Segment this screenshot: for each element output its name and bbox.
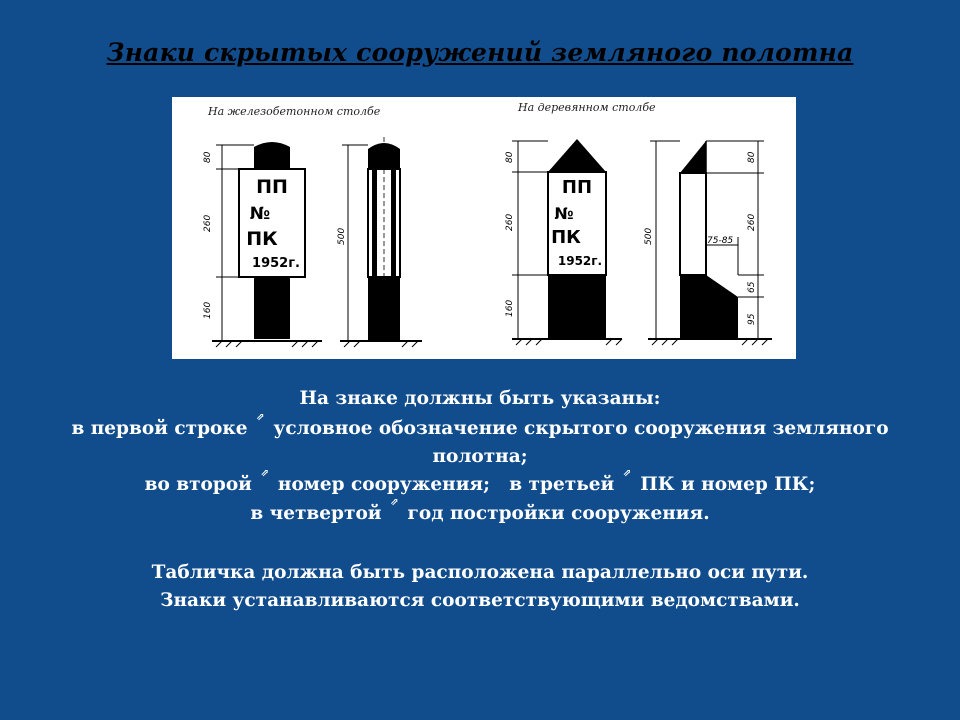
sign-line-pp-wooden: ПП xyxy=(561,177,593,198)
concrete-post-side xyxy=(337,137,422,347)
dim-500-left: 500 xyxy=(337,227,347,245)
text-line-2 xyxy=(0,412,960,439)
sign-line-pp: ПП xyxy=(256,176,288,198)
sign-line-number: № xyxy=(249,204,271,224)
dim-160-right: 160 xyxy=(505,299,515,317)
dim-260-left: 260 xyxy=(203,214,213,232)
text-line-1 xyxy=(0,388,960,409)
text-line-5 xyxy=(0,497,960,524)
wooden-post-side xyxy=(644,141,772,345)
dim-500-right: 500 xyxy=(644,227,654,245)
sign-line-year-wooden: 1952г. xyxy=(557,254,603,268)
dim-260-side: 260 xyxy=(747,213,757,231)
dim-80-right: 80 xyxy=(505,151,515,163)
text-second-line-label: во второй xyxy=(144,474,252,495)
text-plate-orientation: Табличка должна быть расположена параллельно оси пути. xyxy=(151,562,809,583)
sign-line-year: 1952г. xyxy=(252,256,300,271)
dim-260-right: 260 xyxy=(505,213,515,231)
slide-title: Знаки скрытых сооружений земляного полотна xyxy=(106,38,854,67)
wooden-post-front xyxy=(505,139,622,345)
text-line-6 xyxy=(0,562,960,583)
sign-line-pk: ПК xyxy=(246,228,278,250)
label-concrete-post: На железобетонном столбе xyxy=(208,105,381,118)
signs-drawing xyxy=(172,97,796,359)
text-line-7 xyxy=(0,590,960,611)
arrow-icon: ⇗ xyxy=(260,468,270,479)
text-fourth-line-label: в четвертой xyxy=(250,503,382,524)
dim-80-left: 80 xyxy=(203,151,213,163)
sign-line-number-wooden: № xyxy=(554,204,574,223)
text-third-line-desc: ПК и номер ПК; xyxy=(640,474,816,495)
dim-80-side: 80 xyxy=(747,151,757,163)
text-first-line-desc: условное обозначение скрытого сооружения земляного xyxy=(273,418,889,439)
text-installation: Знаки устанавливаются соответствующими ведомствами. xyxy=(160,590,800,611)
sign-line-pk-wooden: ПК xyxy=(551,227,581,248)
dim-65: 65 xyxy=(747,281,757,293)
text-second-line-desc: номер сооружения; xyxy=(277,474,490,495)
dim-95: 95 xyxy=(747,313,757,325)
text-first-line-cont: полотна; xyxy=(432,446,528,467)
text-first-line-label: в первой строке xyxy=(71,418,248,439)
text-line-3 xyxy=(0,446,960,467)
text-fourth-line-desc: год постройки сооружения. xyxy=(407,503,710,524)
label-wooden-post: На деревянном столбе xyxy=(518,101,656,114)
text-line-4 xyxy=(0,468,960,495)
text-third-line-label: в третьей xyxy=(509,474,615,495)
signs-figure xyxy=(172,97,796,359)
arrow-icon: ⇗ xyxy=(390,497,399,508)
arrow-icon: ⇗ xyxy=(256,412,265,423)
text-intro: На знаке должны быть указаны: xyxy=(299,388,661,409)
arrow-icon: ⇗ xyxy=(623,468,632,479)
concrete-post-front xyxy=(203,142,322,347)
dim-160-left: 160 xyxy=(203,301,213,319)
dim-75-85: 75-85 xyxy=(707,236,734,246)
